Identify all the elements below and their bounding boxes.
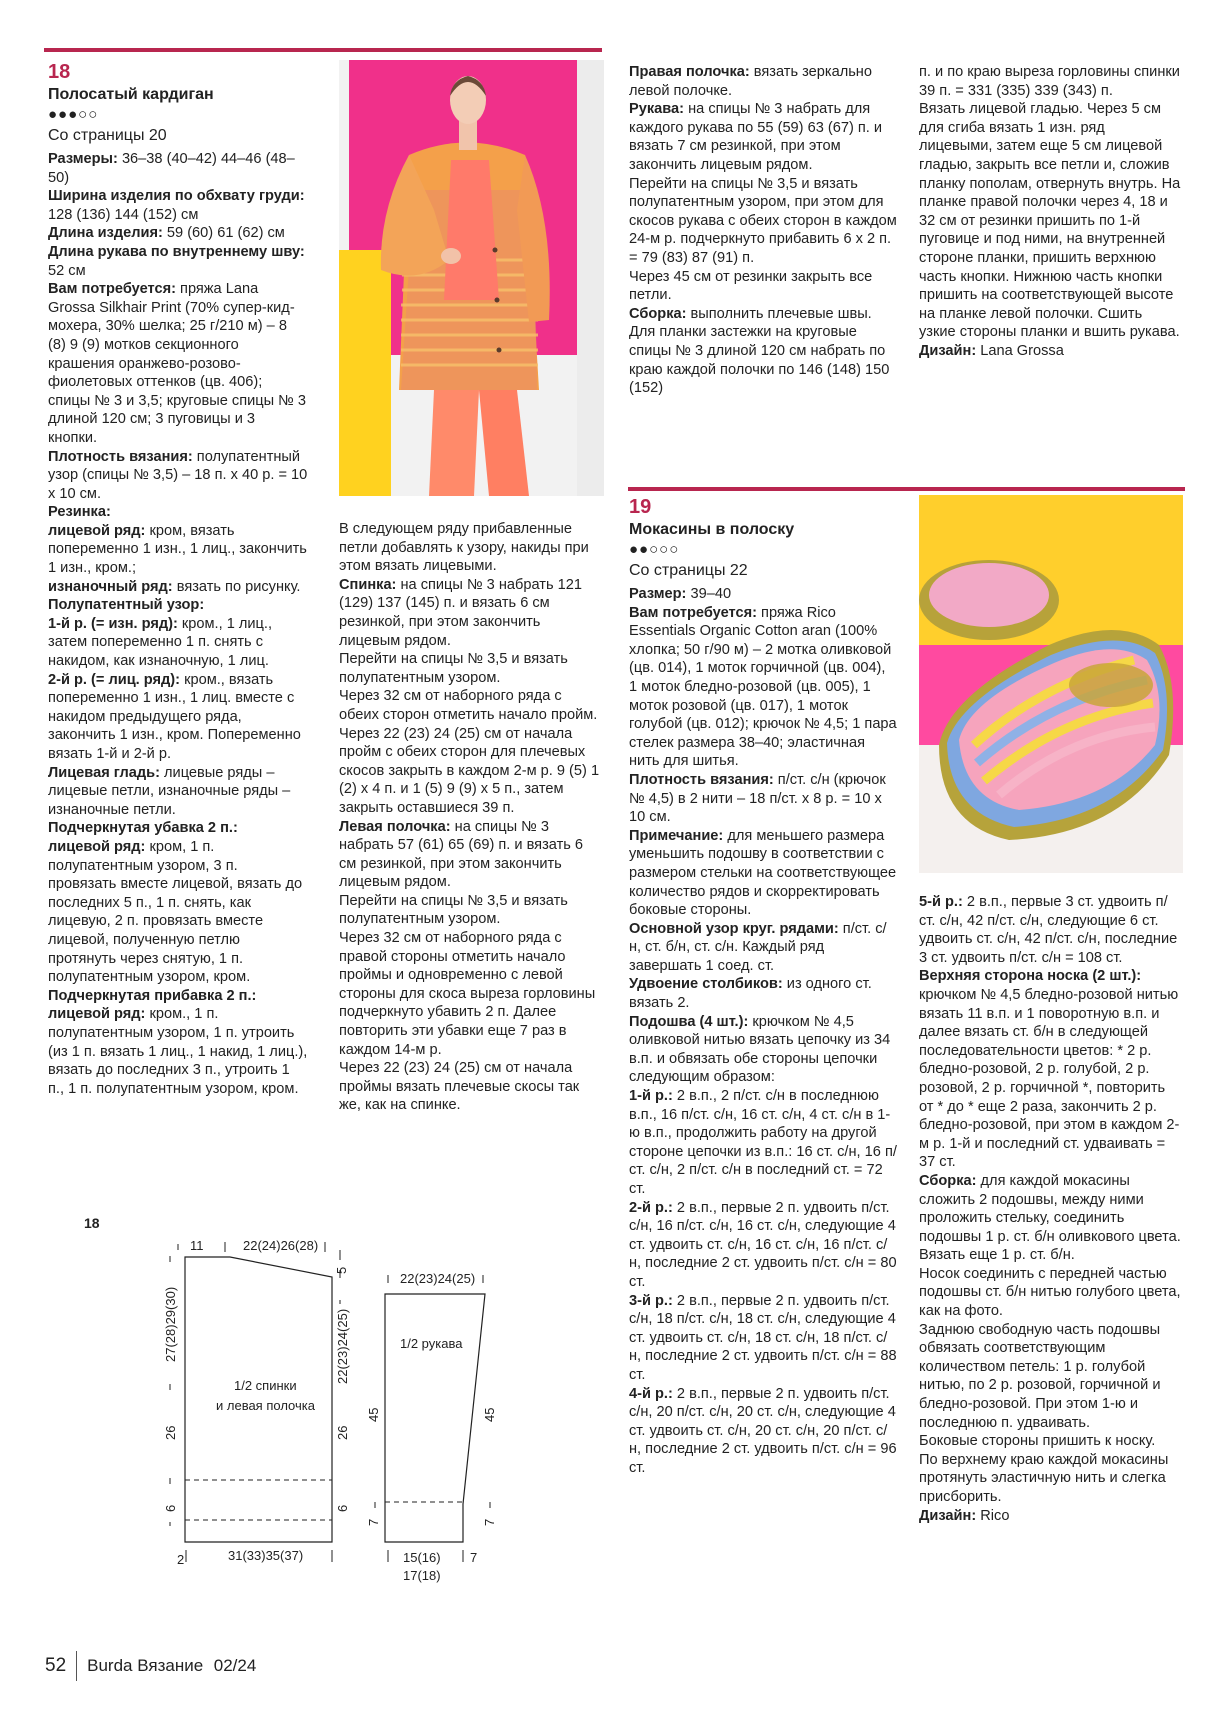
paragraph (629, 1087, 897, 1199)
paragraph (629, 63, 897, 100)
paragraph (48, 224, 308, 243)
paragraph (48, 819, 308, 838)
paragraph (48, 596, 308, 615)
paragraph (919, 893, 1181, 967)
paragraph-heading: Ширина изделия по обхвату груди: (48, 188, 305, 205)
paragraph-text: По верхнему краю каждой мокасины протянуть эластичную нить и слегка присборить. (919, 1451, 1169, 1505)
paragraph-heading: 5-й р.: (919, 894, 963, 910)
paragraph-text: кром., 1 лиц., затем попеременно 1 п. снять с накидом, как изнаночную, 1 лиц. (48, 615, 273, 670)
sleeve-dim-bottom-1: 15(16) (403, 1550, 441, 1565)
paragraph-heading: Сборка: (919, 1172, 977, 1189)
paragraph (629, 920, 897, 976)
cardigan-photo (339, 60, 604, 496)
paragraph (48, 187, 308, 224)
paragraph-text: 2 в.п., первые 3 ст. удвоить п/ст. с/н, 42 п/ст. с/н, следующие 6 ст. удвоить ст. с/н, 42 п/ст. с/н, последние 3 ст. удвоить п/ст. с/н = 108 ст. (919, 894, 1178, 966)
paragraph-text: 39–40 (686, 586, 732, 602)
issue-number: 02/24 (213, 1656, 257, 1676)
paragraph (48, 671, 308, 764)
section-bar-19 (628, 487, 1185, 491)
paragraph-heading: Примечание: (629, 827, 724, 844)
paragraph-heading: Вам потребуется: (48, 281, 176, 298)
paragraph-text: кром, 1 п. полупатентным узором, 3 п. провязать вместе лицевой, вязать до последних 5 п., 1 п. снять, как лицевую, 2 п. провязать вместе лицевой, полученную петлю протянуть через снятую, 1 п. полупатентным узором, кром. (48, 838, 303, 986)
paragraph (919, 63, 1181, 100)
paragraph-heading: Полупатентный узор: (48, 597, 205, 614)
paragraph (339, 687, 601, 724)
paragraph-heading: Основной узор круг. рядами: (629, 920, 839, 937)
paragraph-heading: Подошва (4 шт.): (629, 1013, 749, 1030)
paragraph (48, 764, 308, 820)
paragraph-list (629, 63, 897, 398)
paragraph-text: Носок соединить с передней частью подошвы ст. б/н нитью голубого цвета, как на фото. (919, 1265, 1181, 1320)
paragraph-heading: Размер: (629, 586, 687, 602)
paragraph (629, 305, 897, 398)
paragraph (48, 150, 308, 187)
paragraph-text: Через 22 (23) 24 (25) см от начала проймы вязать плечевые скосы так же, как на спинке. (339, 1060, 580, 1114)
paragraph-text: вязать зеркально левой полочке. (629, 64, 872, 99)
source-page: Со страницы 22 (629, 562, 748, 579)
paragraph-heading: Левая полочка: (339, 818, 451, 835)
paragraph (339, 725, 601, 818)
paragraph (48, 522, 308, 578)
body-caption-2: и левая полочка (216, 1398, 315, 1413)
paragraph-text: для меньшего размера уменьшить подошву в соответствии с размером стельки на соответствующее количество рядов и скорректировать боковые стороны. (629, 827, 897, 919)
dim-shoulder: 5 (334, 1266, 349, 1274)
pattern-diagram-18 (70, 1212, 570, 1592)
paragraph-text: Lana Grossa (976, 342, 1064, 359)
dim-top-left: 11 (190, 1238, 204, 1253)
paragraph-heading: Сборка: (629, 305, 687, 322)
paragraph (919, 100, 1181, 342)
moccasins-illustration (919, 495, 1183, 873)
paragraph (629, 268, 897, 305)
dim-left-low: 6 (163, 1504, 178, 1512)
paragraph (629, 175, 897, 268)
paragraph-heading: Спинка: (339, 576, 397, 593)
paragraph (629, 585, 897, 604)
paragraph-text: Заднюю свободную часть подошвы обвязать соответствующим количеством петель: 1 р. голубой нитью, по 2 р. розовой, горчичной и бледно-розовой. При этом 1-ю и последнюю п. удваивать. (919, 1321, 1161, 1431)
paragraph (629, 100, 897, 174)
moccasins-photo (919, 495, 1183, 873)
paragraph-heading: лицевой ряд: (48, 1006, 146, 1023)
paragraph (339, 576, 601, 650)
paragraph (48, 578, 308, 597)
paragraph-heading: 3-й р.: (629, 1292, 673, 1309)
paragraph-heading: Размеры: (48, 151, 118, 167)
paragraph-text: Через 45 см от резинки закрыть все петли. (629, 268, 873, 304)
paragraph-heading: Резинка: (48, 504, 111, 521)
sleeve-dim-right-low: 7 (482, 1518, 497, 1526)
paragraph (629, 604, 897, 771)
paragraph-text: Через 32 см от наборного ряда с обеих сторон отметить начало пройм. (339, 688, 598, 723)
paragraph-text: на спицы № 3 набрать 121 (129) 137 (145) п. и вязать 6 см резинкой, при этом закончить лицевым рядом. (339, 576, 582, 649)
dim-right-upper: 22(23)24(25) (335, 1308, 350, 1384)
paragraph-heading: лицевой ряд: (48, 522, 146, 539)
paragraph (339, 892, 601, 929)
pattern-19-column-4 (919, 893, 1181, 1525)
paragraph-text: крючком № 4,5 оливковой нитью вязать цепочку из 34 в.п. и обвязать обе стороны цепочки следующим образом: (629, 1013, 891, 1086)
paragraph (629, 975, 897, 1012)
paragraph-text: Перейти на спицы № 3,5 и вязать полупатентным узором. (339, 892, 568, 928)
paragraph (919, 1172, 1181, 1265)
paragraph (919, 967, 1181, 1172)
paragraph (629, 827, 897, 920)
paragraph (919, 342, 1181, 361)
source-page: Со страницы 20 (48, 127, 167, 144)
paragraph (48, 243, 308, 280)
paragraph-text: п. и по краю выреза горловины спинки 39 п. = 331 (335) 339 (343) п. (919, 64, 1180, 99)
paragraph (48, 615, 308, 671)
pattern-18-column-3 (629, 63, 897, 398)
paragraph (629, 1385, 897, 1478)
paragraph-heading: Плотность вязания: (629, 771, 774, 788)
paragraph (339, 818, 601, 892)
sleeve-dim-bottom-2: 17(18) (403, 1568, 441, 1583)
difficulty-rating: ●●●○○ (48, 106, 99, 123)
pattern-18-column-2 (339, 520, 601, 1115)
paragraph-heading: Удвоение столбиков: (629, 976, 783, 993)
paragraph (48, 1005, 308, 1098)
paragraph (339, 520, 601, 576)
difficulty-rating: ●●○○○ (629, 541, 680, 558)
sleeve-dim-left: 45 (366, 1407, 381, 1422)
paragraph-heading: 2-й р.: (629, 1199, 673, 1216)
paragraph-heading: Рукава: (629, 101, 685, 118)
paragraph-heading: Дизайн: (919, 342, 977, 359)
paragraph-text: Перейти на спицы № 3,5 и вязать полупатентным узором, при этом для скосов рукава с обеих сторон в каждом 24-м р. подчеркнуто прибавить 6 х 2 п. = 79 (83) 87 (91) п. (629, 175, 897, 266)
paragraph-text: 52 см (48, 262, 86, 279)
paragraph-list (48, 150, 308, 1098)
paragraph-list (919, 63, 1181, 361)
paragraph-text: пряжа Lana Grossa Silkhair Print (70% супер-кид-мохера, 30% шелка; 25 г/210 м) – 8 (8) 9 (9) мотков секционного крашения оранжево-розово-фиолетовых оттенков (цв. 406); спицы № 3 и 3,5; круговые спицы № 3 длиной 120 см; 3 пуговицы и 3 кнопки. (48, 281, 306, 446)
paragraph-text: кром, вязать попеременно 1 изн., 1 лиц., закончить 1 изн., кром.; (48, 522, 307, 577)
paragraph-text: Вязать лицевой гладью. Через 5 см для сгиба вязать 1 изн. ряд лицевыми, затем еще 5 см лицевой гладью, закрыть все петли и, сложив планку пополам, отвернуть внутрь. На планке правой полочки через 4, 18 и 32 см от резинки пришить по 1-й пуговице и под ними, на внутренней стороне планки, пришить верхнюю часть кнопки. Нижнюю часть кнопки пришить на соответствующей высоте на планке левой полочки. Сшить узкие стороны планки и вшить рукава. (919, 101, 1181, 341)
paragraph (339, 1059, 601, 1115)
paragraph-heading: Вам потребуется: (629, 604, 757, 621)
paragraph (919, 1451, 1181, 1507)
paragraph-text: 36–38 (40–42) 44–46 (48–50) (48, 151, 295, 186)
paragraph-text: из одного ст. вязать 2. (629, 976, 872, 1012)
paragraph (48, 987, 308, 1006)
paragraph (48, 448, 308, 504)
paragraph (629, 1013, 897, 1087)
paragraph (629, 771, 897, 827)
paragraph-text: выполнить плечевые швы. Для планки застежки на круговые спицы № 3 длиной 120 см набрать по краю каждой полочки по 146 (148) 150 (152) (629, 305, 890, 397)
sleeve-caption: 1/2 рукава (400, 1336, 463, 1351)
paragraph-text: на спицы № 3 набрать для каждого рукава по 55 (59) 63 (67) п. и вязать 7 см резинкой, при этом закончить лицевым рядом. (629, 101, 883, 173)
paragraph-text: на спицы № 3 набрать 57 (61) 65 (69) п. и вязать 6 см резинкой, при этом закончить лицевым рядом. (339, 818, 584, 891)
paragraph-heading: лицевой ряд: (48, 838, 146, 855)
paragraph (919, 1432, 1181, 1451)
pattern-number: 19 (629, 496, 652, 518)
dim-left-upper: 27(28)29(30) (163, 1286, 178, 1362)
paragraph-text: 2 в.п., первые 2 п. удвоить п/ст. с/н, 16 п/ст. с/н, 16 ст. с/н, следующие 4 ст. удвоить ст. с/н, 16 ст. с/н, 16 п/ст. с/н, последние 2 ст. удвоить п/ст. с/н = 80 ст. (629, 1199, 897, 1290)
paragraph (339, 650, 601, 687)
paragraph-heading: изнаночный ряд: (48, 578, 173, 595)
dim-left-mid: 26 (163, 1425, 178, 1440)
paragraph-heading: 2-й р. (= лиц. ряд): (48, 671, 181, 688)
pattern-18-column-1 (48, 60, 308, 1098)
paragraph-heading: 1-й р.: (629, 1088, 673, 1105)
dim-right-low: 6 (335, 1504, 350, 1512)
dim-bottom-left: 2 (177, 1552, 185, 1567)
paragraph-text: для каждой мокасины сложить 2 подошвы, между ними проложить стельку, соединить подошвы 1 р. ст. б/н оливкового цвета. Вязать еще 1 р. ст. б/н. (919, 1172, 1181, 1264)
paragraph-text: Боковые стороны пришить к носку. (919, 1433, 1156, 1450)
paragraph-heading: 1-й р. (= изн. ряд): (48, 615, 178, 632)
pattern-19-column-3 (629, 495, 897, 1478)
paragraph-heading: Подчеркнутая прибавка 2 п.: (48, 987, 257, 1004)
sleeve-dim-bottom-right: 7 (470, 1550, 478, 1565)
paragraph (629, 1292, 897, 1385)
sleeve-dim-top: 22(23)24(25) (400, 1271, 476, 1286)
pattern-title: Мокасины в полоску (629, 521, 795, 538)
paragraph-text: пряжа Rico Essentials Organic Cotton aran (100% хлопка; 50 г/90 м) – 2 мотка оливковой (цв. 014), 1 моток горчичной (цв. 004), 1 моток бледно-розовой (цв. 005), 1 моток розовой (цв. 017), 1 моток голубой (цв. 012); крючок № 4,5; 1 пара стелек размера 38–40; эластичная нить для шитья. (629, 604, 897, 770)
page-number: 52 (45, 1655, 67, 1677)
paragraph-text: В следующем ряду прибавленные петли добавлять к узору, накиды при этом вязать лицевыми. (339, 521, 589, 575)
paragraph (919, 1507, 1181, 1526)
paragraph-heading: Подчеркнутая убавка 2 п.: (48, 820, 238, 837)
paragraph (48, 503, 308, 522)
paragraph-text: кром., вязать попеременно 1 изн., 1 лиц. вместе с накидом предыдущего ряда, закончить 1 изн., кром. Попеременно вязать 1-й и 2-й р. (48, 671, 301, 762)
paragraph-text: п/ст. с/н (крючок № 4,5) в 2 нити – 18 п/ст. х 8 р. = 10 х 10 см. (629, 771, 886, 826)
dim-right-mid: 26 (335, 1425, 350, 1440)
paragraph-text: полупатентный узор (спицы № 3,5) – 18 п. х 40 р. = 10 х 10 см. (48, 448, 308, 502)
paragraph-heading: Лицевая гладь: (48, 764, 160, 781)
section-bar-18 (44, 48, 602, 52)
page-footer (45, 1651, 256, 1681)
paragraph-text: 2 в.п., 2 п/ст. с/н в последнюю в.п., 16 п/ст. с/н, 16 ст. с/н, 4 ст. с/н в 1-ю в.п., продолжить работу на другой стороне цепочки из в.п.: 16 ст. с/н, 16 п/ст. с/н, 2 п/ст. с/н в последний ст. = 72 ст. (629, 1088, 897, 1197)
dim-bottom: 31(33)35(37) (228, 1548, 304, 1563)
paragraph-list (919, 893, 1181, 1525)
paragraph-text: 2 в.п., первые 2 п. удвоить п/ст. с/н, 20 п/ст. с/н, 20 ст. с/н, следующие 4 ст. удвоить ст. с/н, 20 ст. с/н, 20 п/ст. с/н, последние 2 ст. удвоить п/ст. с/н = 96 ст. (629, 1385, 897, 1476)
pattern-title: Полосатый кардиган (48, 86, 214, 103)
pattern-18-column-4 (919, 63, 1181, 361)
sleeve-dim-left-low: 7 (366, 1518, 381, 1526)
paragraph-text: Через 32 см от наборного ряда с правой стороны отметить начало проймы и одновременно с левой стороны для скоса выреза горловины подчеркнуто убавить 2 п. Далее повторить эти убавки еще 7 раз в каждом 14-м р. (339, 930, 596, 1058)
paragraph (48, 838, 308, 987)
paragraph (919, 1321, 1181, 1433)
paragraph-text: Через 22 (23) 24 (25) см от начала пройм с обеих сторон для плечевых скосов закрыть в каждом 2-м р. 9 (5) 1 (2) х 4 п. и 1 (5) 9 (9) х 5 п., затем закрыть оставшиеся 39 п. (339, 725, 600, 816)
paragraph-text: 59 (60) 61 (62) см (162, 225, 285, 242)
paragraph-list (339, 520, 601, 1115)
paragraph-text: Перейти на спицы № 3,5 и вязать полупатентным узором. (339, 651, 568, 686)
sleeve-dim-right: 45 (482, 1407, 497, 1422)
paragraph-heading: Длина рукава по внутреннему шву: (48, 243, 305, 260)
cardigan-illustration (339, 60, 604, 496)
paragraph-text: кром., 1 п. полупатентным узором, 1 п. утроить (из 1 п. вязать 1 лиц., 1 накид, 1 лиц.), вязать до последних 3 п., утроить 1 п., 1 п. полупатентным узором, кром. (48, 1006, 308, 1097)
paragraph (339, 929, 601, 1059)
pattern-number: 18 (48, 61, 71, 83)
paragraph-heading: Длина изделия: (48, 225, 163, 242)
paragraph (48, 280, 308, 447)
paragraph-text: п/ст. с/н, ст. б/н, ст. с/н. Каждый ряд завершать 1 соед. ст. (629, 920, 887, 974)
magazine-name: Burda Вязание (87, 1656, 204, 1676)
diagram-label: 18 (84, 1215, 100, 1231)
paragraph-list (629, 585, 897, 1478)
dim-top-right: 22(24)26(28) (243, 1238, 319, 1253)
paragraph-heading: Плотность вязания: (48, 448, 193, 465)
paragraph-heading: Верхняя сторона носка (2 шт.): (919, 968, 1142, 985)
paragraph-text: крючком № 4,5 бледно-розовой нитью вязать 11 в.п. и 1 поворотную в.п. и далее вязать ст. б/н в следующей последовательности цветов: * 2 р. бледно-розовой, 2 р. голубой, 2 р. розовой, 2 р. горчичной *, повторить от * до * еще 2 раза, закончить 2 р. бледно-розовой, при этом в каждом 2-м р. 1-й и последний ст. удваивать = 37 ст. (919, 986, 1180, 1171)
paragraph-heading: Дизайн: (919, 1507, 977, 1524)
paragraph-text: 128 (136) 144 (152) см (48, 206, 199, 223)
paragraph-text: 2 в.п., первые 2 п. удвоить п/ст. с/н, 18 п/ст. с/н, 18 ст. с/н, следующие 4 ст. удвоить ст. с/н, 18 ст. с/н, 18 п/ст. с/н, последние 2 ст. удвоить п/ст. с/н = 88 ст. (629, 1292, 897, 1383)
paragraph-text: вязать по рисунку. (172, 578, 301, 595)
paragraph-text: лицевые ряды – лицевые петли, изнаночные ряды – изнаночные петли. (48, 764, 291, 818)
paragraph-text: Rico (976, 1507, 1010, 1524)
footer-divider (76, 1651, 77, 1681)
paragraph (919, 1265, 1181, 1321)
paragraph-heading: Правая полочка: (629, 64, 750, 80)
body-caption-1: 1/2 спинки (234, 1378, 297, 1393)
paragraph (629, 1199, 897, 1292)
paragraph-heading: 4-й р.: (629, 1385, 673, 1402)
